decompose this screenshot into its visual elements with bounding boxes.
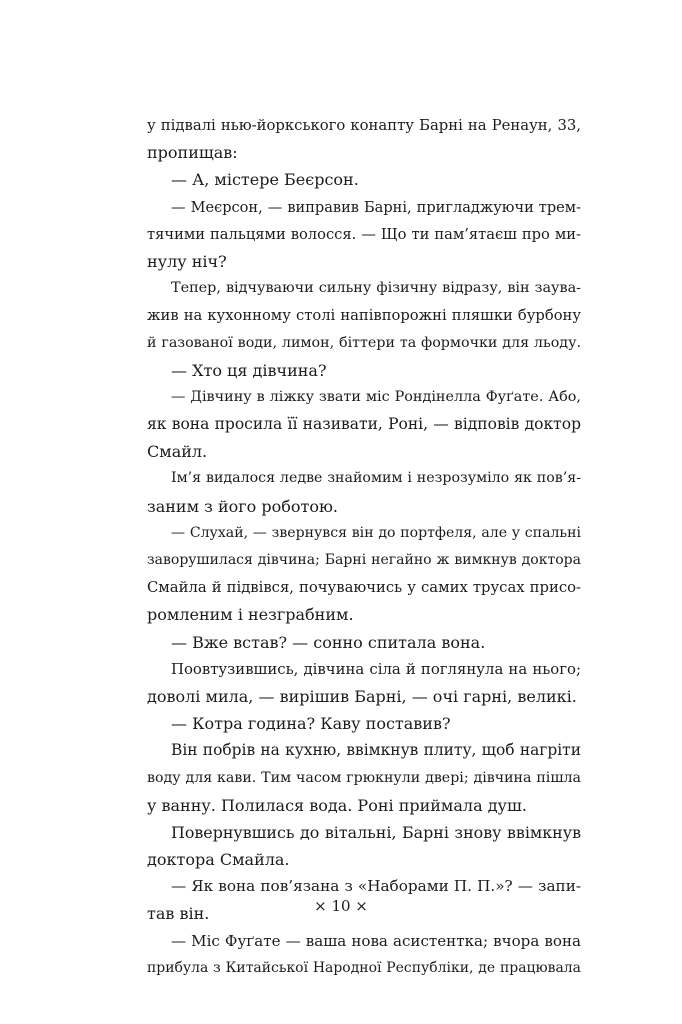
text-line: нулу ніч?: [147, 251, 227, 271]
text-line: й газованої води, лимон, біттери та формочки для льоду.: [147, 334, 581, 351]
text-line: у ванну. Полилася вода. Роні приймала душ.: [147, 795, 527, 815]
text-line: доволі мила, — вирішив Барні, — очі гарні, великі.: [147, 686, 577, 706]
text-line: у підвалі нью-йоркського конапту Барні на Ренаун, 33,: [147, 117, 581, 134]
text-line: — Міс Фуґате — ваша нова асистентка; вчора вона: [171, 931, 581, 950]
text-line: Повернувшись до вітальні, Барні знову ввімкнув: [171, 822, 581, 842]
text-line: Смайл.: [147, 442, 208, 462]
text-line: доктора Смайла.: [147, 850, 290, 870]
text-line: — Дівчину в ліжку звати міс Рондінелла Фуґате. Або,: [171, 388, 581, 405]
text-line: прибула з Китайської Народної Республіки, де працювала: [147, 959, 581, 976]
text-line: — Меєрсон, — виправив Барні, пригладжуючи трем-: [171, 198, 581, 216]
text-line: Він побрів на кухню, ввімкнув плиту, щоб нагріти: [171, 741, 581, 760]
text-line: — Вже встав? — сонно спитала вона.: [171, 632, 486, 652]
text-line: заним з його роботою.: [147, 496, 338, 516]
text-line: — Як вона пов’язана з «Наборами П. П.»? — запи-: [171, 877, 581, 896]
text-line: — Хто ця дівчина?: [171, 360, 327, 380]
text-line: — Слухай, — звернувся він до портфеля, але у спальні: [171, 524, 581, 541]
text-line: воду для кави. Тим часом грюкнули двері; дівчина пішла: [147, 769, 581, 786]
text-line: тячими пальцями волосся. — Що ти пам’ятаєш про ми-: [147, 225, 581, 243]
text-line: тав він.: [147, 904, 210, 924]
body-text: [147, 112, 581, 982]
text-line: Ім’я видалося ледве знайомим і незрозуміло як пов’я-: [171, 470, 581, 487]
text-line: — Котра година? Каву поставив?: [171, 714, 451, 734]
page-number: × 10 ×: [314, 897, 368, 915]
text-line: Поовтузившись, дівчина сіла й поглянула на нього;: [171, 659, 581, 678]
text-line: заворушилася дівчина; Барні негайно ж вимкнув доктора: [147, 552, 581, 568]
text-line: жив на кухонному столі напівпорожні пляшки бурбону: [147, 307, 581, 325]
text-line: Смайла й підвівся, почуваючись у самих трусах присо-: [147, 579, 581, 597]
text-line: ромленим і незграбним.: [147, 605, 354, 625]
text-line: — А, містере Беєрсон.: [171, 170, 359, 190]
text-line: як вона просила її називати, Роні, — відповів доктор: [147, 415, 581, 434]
text-line: Тепер, відчуваючи сильну фізичну відразу, він заува-: [171, 280, 581, 297]
text-line: пропищав:: [147, 143, 238, 163]
